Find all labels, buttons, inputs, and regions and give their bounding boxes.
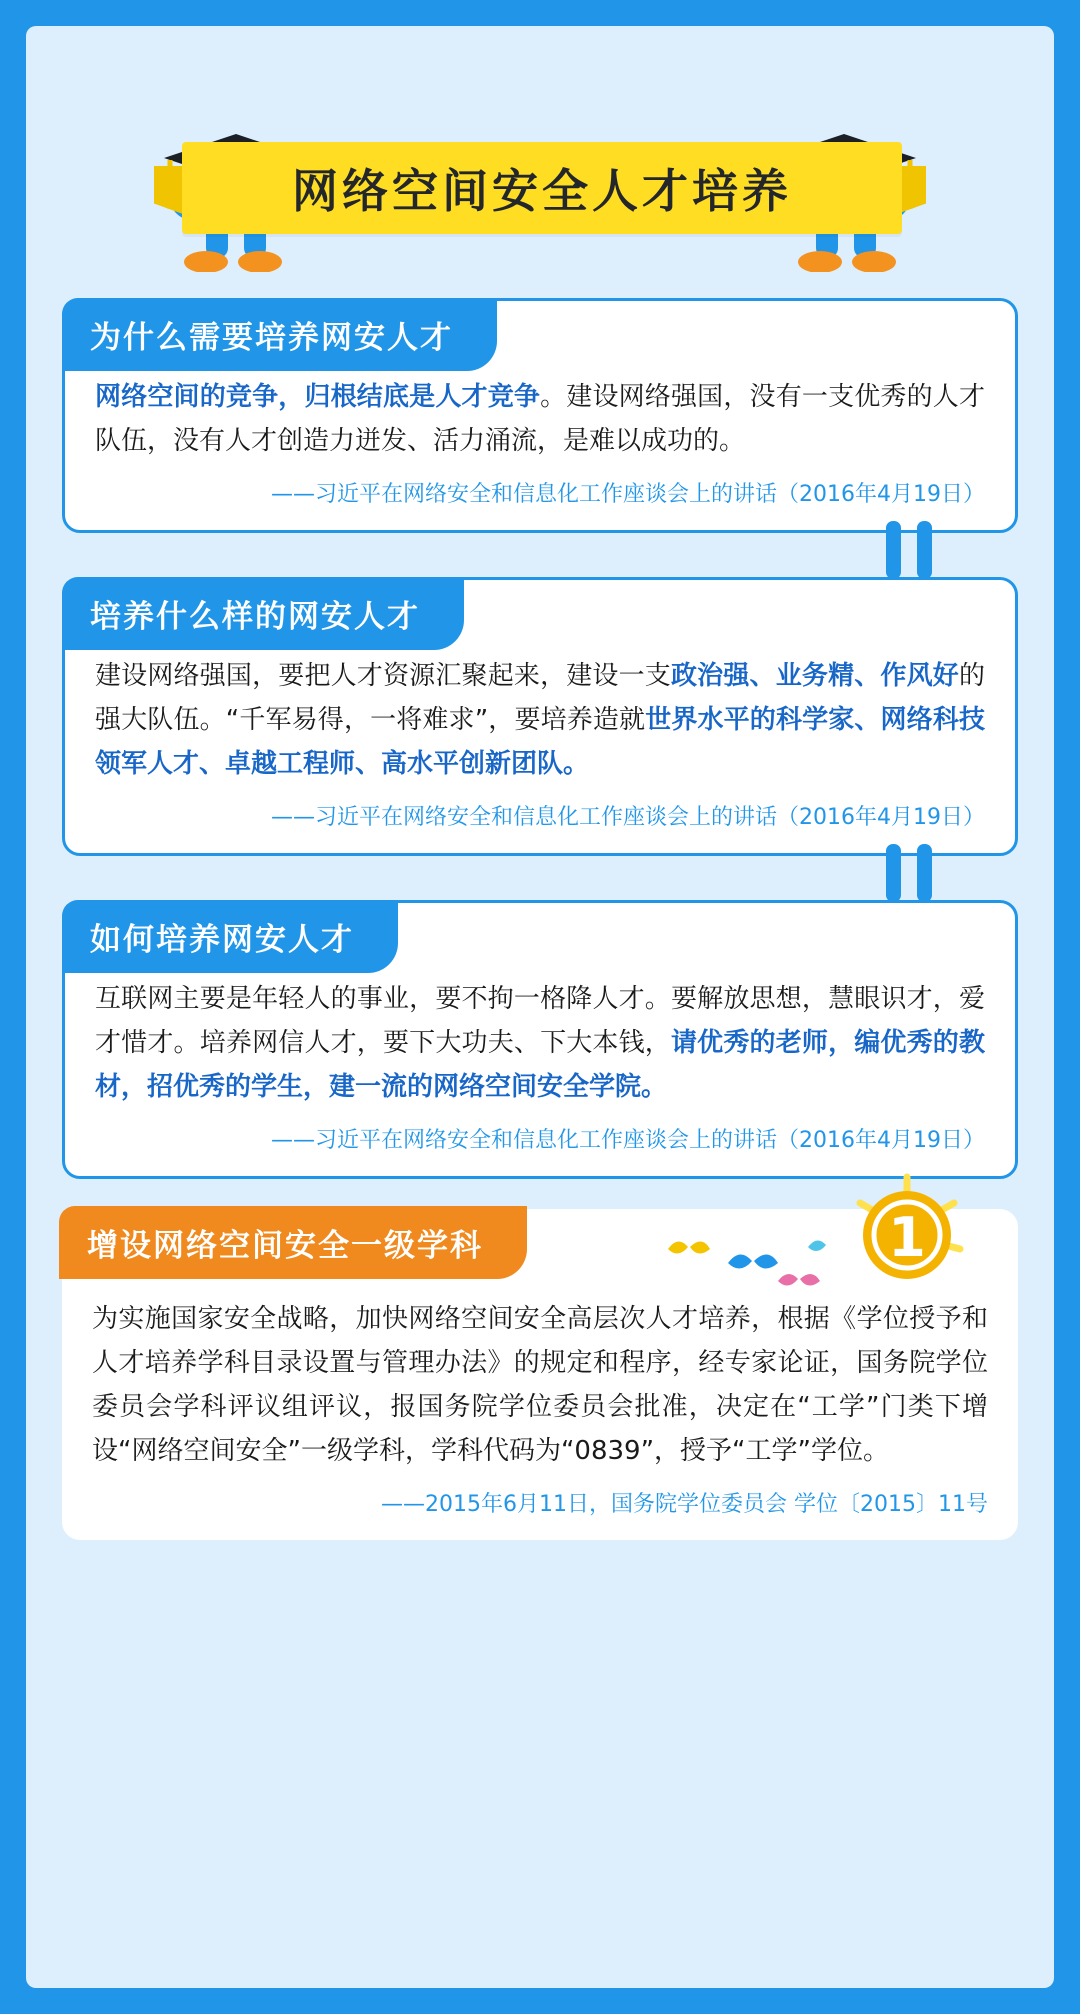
connector-bar [917,521,932,579]
card-heading-how: 如何培养网安人才 [62,900,398,973]
medal-number-one-icon [848,1173,966,1291]
butterflies-decoration-icon [658,1223,868,1297]
connector-1 [886,521,932,579]
card-body-new-discipline-text-0: 为实施国家安全战略，加快网络空间安全高层次人才培养，根据《学位授予和人才培养学科目录设置与管理办法》的规定和程序，经专家论证，国务院学位委员会学科评议组评议，报国务院学位委员会批准，决定在“工学”门类下增设“网络空间安全”一级学科，学科代码为“0839”，授予“工学”学位。 [92,1304,988,1466]
poster-header [62,54,1018,272]
card-body-how-text-0: 互联网主要是年轻人的事业，要不拘一格降人才。要解放思想，慧眼识才，爱才惜才。培养网信人才，要下大功夫、下大本钱， [95,984,985,1058]
card-what-kind [62,577,1018,856]
connector-bar [917,844,932,902]
poster-inner [26,26,1054,1988]
section-what-kind [62,577,1018,856]
section-why [62,298,1018,533]
section-new-discipline [62,1206,1018,1540]
card-body-what-kind-text-2: 的强大队伍。“千军易得，一将难求”，要培养造就 [95,661,985,735]
card-body-what-kind [95,654,985,786]
card-source-new-discipline: ——2015年6月11日，国务院学位委员会 学位〔2015〕11号 [381,1492,988,1517]
section-how [62,900,1018,1179]
svg-text:1: 1 [888,1206,926,1269]
connector-2 [886,844,932,902]
connector-bar [886,521,901,579]
card-source-what-kind: ——习近平在网络安全和信息化工作座谈会上的讲话（2016年4月19日） [271,805,985,830]
card-new-discipline [62,1206,1018,1540]
card-body-why-bold-0: 网络空间的竞争，归根结底是人才竞争 [95,382,541,412]
card-heading-what-kind: 培养什么样的网安人才 [62,577,464,650]
card-source-how: ——习近平在网络安全和信息化工作座谈会上的讲话（2016年4月19日） [271,1128,985,1153]
connector-bar [886,844,901,902]
card-body-new-discipline [92,1297,988,1473]
card-body-what-kind-text-0: 建设网络强国，要把人才资源汇聚起来，建设一支 [95,661,671,691]
title-banner [182,142,902,234]
card-body-why-text-1: 。建设网络强国，没有一支优秀的人才队伍，没有人才创造力迸发、活力涌流，是难以成功的。 [95,382,985,456]
card-body-why [95,375,985,463]
card-heading-new-discipline: 增设网络空间安全一级学科 [59,1206,527,1279]
card-how [62,900,1018,1179]
card-heading-why: 为什么需要培养网安人才 [62,298,497,371]
page-title: 网络空间安全人才培养 [292,164,792,218]
card-body-what-kind-bold-1: 政治强、业务精、作风好 [670,661,959,691]
card-body-how [95,977,985,1109]
card-body-how-bold-1: 请优秀的老师，编优秀的教材，招优秀的学生，建一流的网络空间安全学院。 [95,1028,985,1102]
card-body-what-kind-bold-3: 世界水平的科学家、网络科技领军人才、卓越工程师、高水平创新团队。 [95,705,985,779]
card-why [62,298,1018,533]
card-source-why: ——习近平在网络安全和信息化工作座谈会上的讲话（2016年4月19日） [271,482,985,507]
